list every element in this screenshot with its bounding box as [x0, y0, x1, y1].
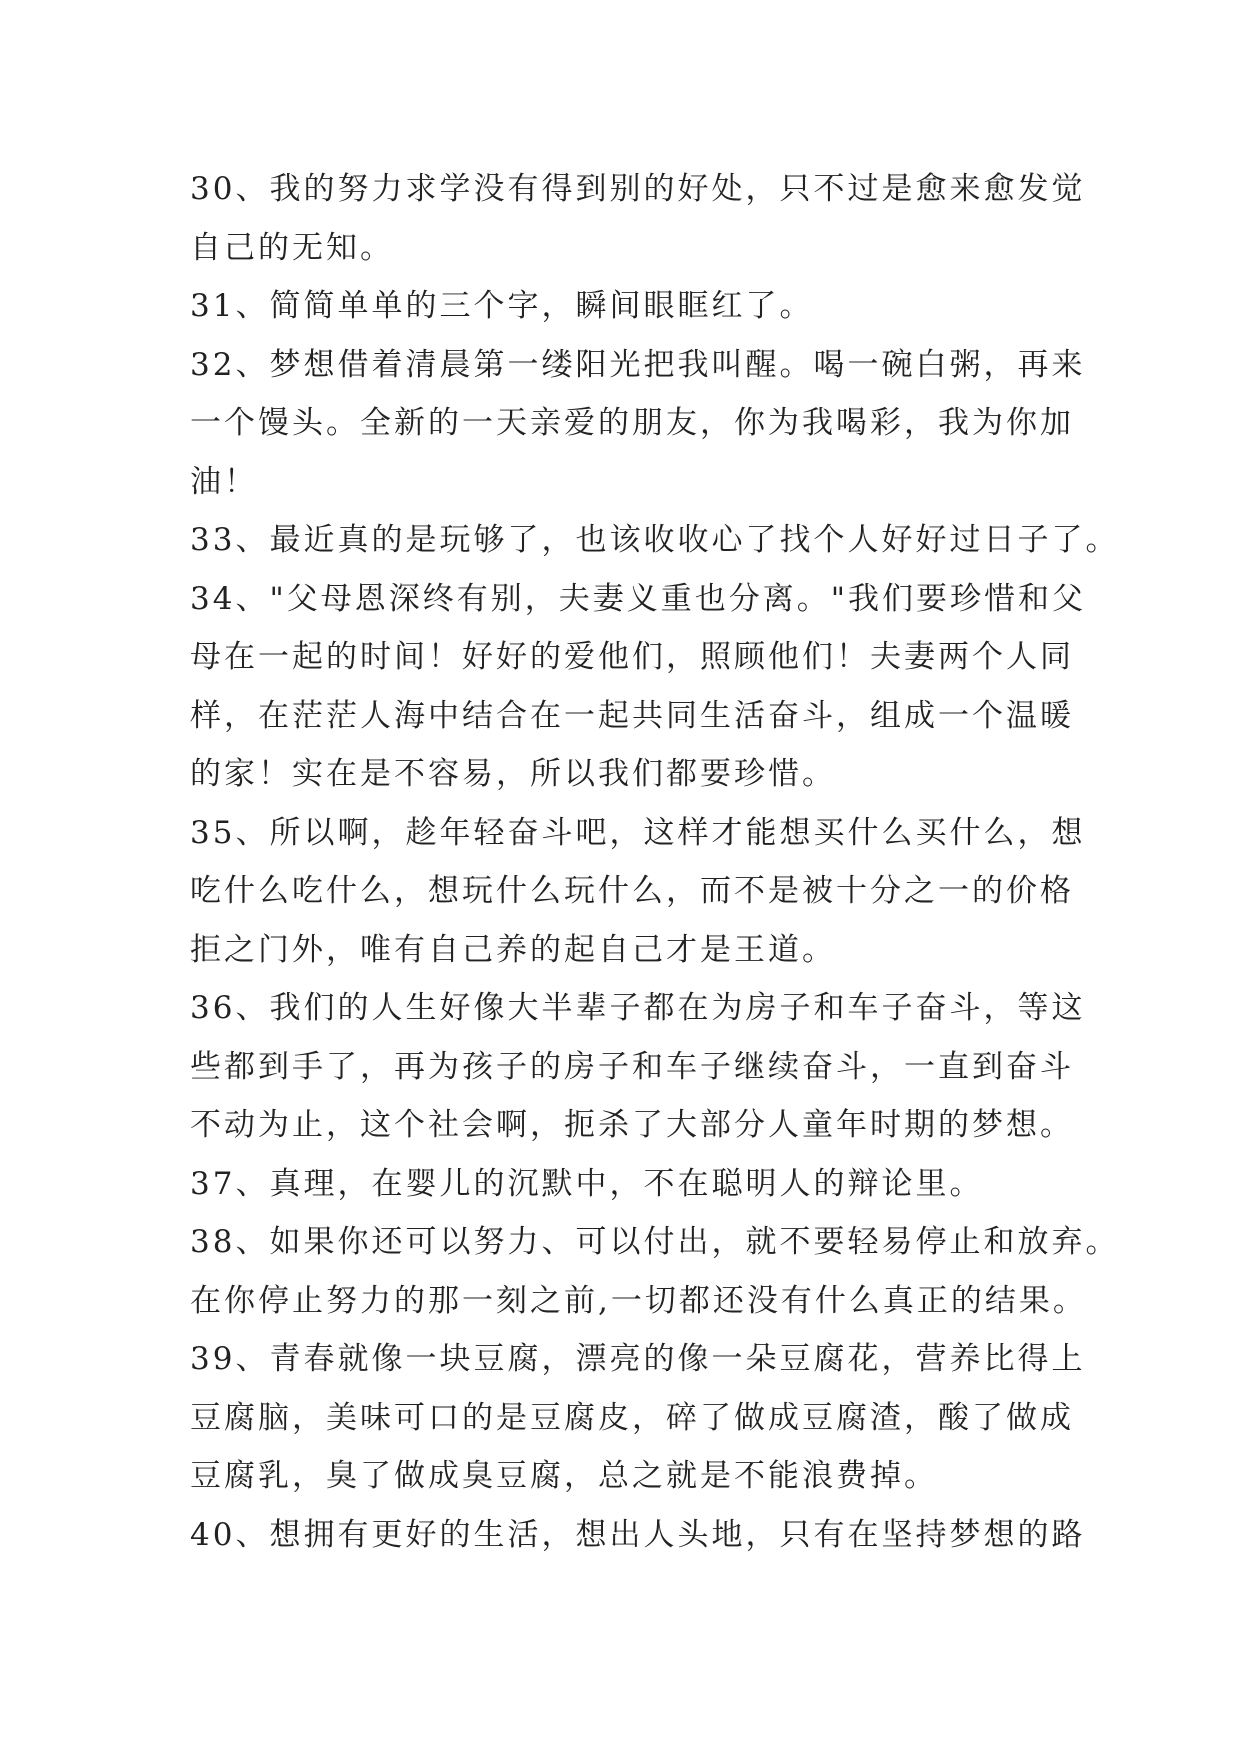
paragraph-31 [190, 277, 1060, 336]
paragraph-34 [190, 570, 1086, 804]
text-line: 样，在茫茫人海中结合在一起共同生活奋斗，组成一个温暖 [190, 697, 1074, 734]
text-line: 33、最近真的是玩够了，也该收收心了找个人好好过日子了。 [190, 522, 1120, 558]
text-line: 在你停止努力的那一刻之前,一切都还没有什么真正的结果。 [190, 1282, 1087, 1319]
paragraph-37 [190, 1155, 1060, 1214]
text-line: 豆腐脑，美味可口的是豆腐皮，碎了做成豆腐渣，酸了做成 [190, 1399, 1074, 1436]
paragraph-39 [190, 1330, 1086, 1506]
paragraph-40 [190, 1506, 1086, 1565]
text-line: 31、简简单单的三个字，瞬间眼眶红了。 [190, 288, 814, 324]
text-line: 一个馒头。全新的一天亲爱的朋友，你为我喝彩，我为你加 [190, 405, 1074, 441]
paragraph-32 [190, 336, 1086, 512]
text-line: 母在一起的时间！好好的爱他们，照顾他们！夫妻两个人同 [190, 639, 1074, 675]
text-line: 油！ [190, 463, 258, 500]
text-line: 30、我的努力求学没有得到别的好处，只不过是愈来愈发觉 [190, 171, 1086, 207]
paragraph-38 [190, 1213, 1120, 1330]
text-line: 的家！实在是不容易，所以我们都要珍惜。 [190, 756, 836, 792]
paragraph-35 [190, 804, 1086, 980]
text-line: 37、真理，在婴儿的沉默中，不在聪明人的辩论里。 [190, 1165, 984, 1202]
text-line: 39、青春就像一块豆腐，漂亮的像一朵豆腐花，营养比得上 [190, 1341, 1086, 1377]
paragraph-36 [190, 979, 1086, 1155]
text-line: 些都到手了，再为孩子的房子和车子继续奋斗，一直到奋斗 [190, 1048, 1074, 1085]
text-line: 吃什么吃什么，想玩什么玩什么，而不是被十分之一的价格 [190, 873, 1074, 909]
text-line: 40、想拥有更好的生活，想出人头地，只有在坚持梦想的路 [190, 1516, 1086, 1553]
text-line: 不动为止，这个社会啊，扼杀了大部分人童年时期的梦想。 [190, 1107, 1074, 1143]
paragraph-30 [190, 160, 1086, 277]
text-line: 豆腐乳，臭了做成臭豆腐，总之就是不能浪费掉。 [190, 1458, 938, 1494]
text-line: 38、如果你还可以努力、可以付出，就不要轻易停止和放弃。 [190, 1224, 1120, 1260]
text-line: 拒之门外，唯有自己养的起自己才是王道。 [190, 931, 836, 968]
text-line: 自己的无知。 [190, 229, 394, 266]
paragraph-33 [190, 511, 1120, 570]
text-line: 34、"父母恩深终有别，夫妻义重也分离。"我们要珍惜和父 [190, 580, 1086, 617]
document-body [190, 160, 1120, 1564]
text-line: 35、所以啊，趁年轻奋斗吧，这样才能想买什么买什么，想 [190, 814, 1086, 851]
text-line: 36、我们的人生好像大半辈子都在为房子和车子奋斗，等这 [190, 990, 1086, 1026]
text-line: 32、梦想借着清晨第一缕阳光把我叫醒。喝一碗白粥，再来 [190, 346, 1086, 383]
